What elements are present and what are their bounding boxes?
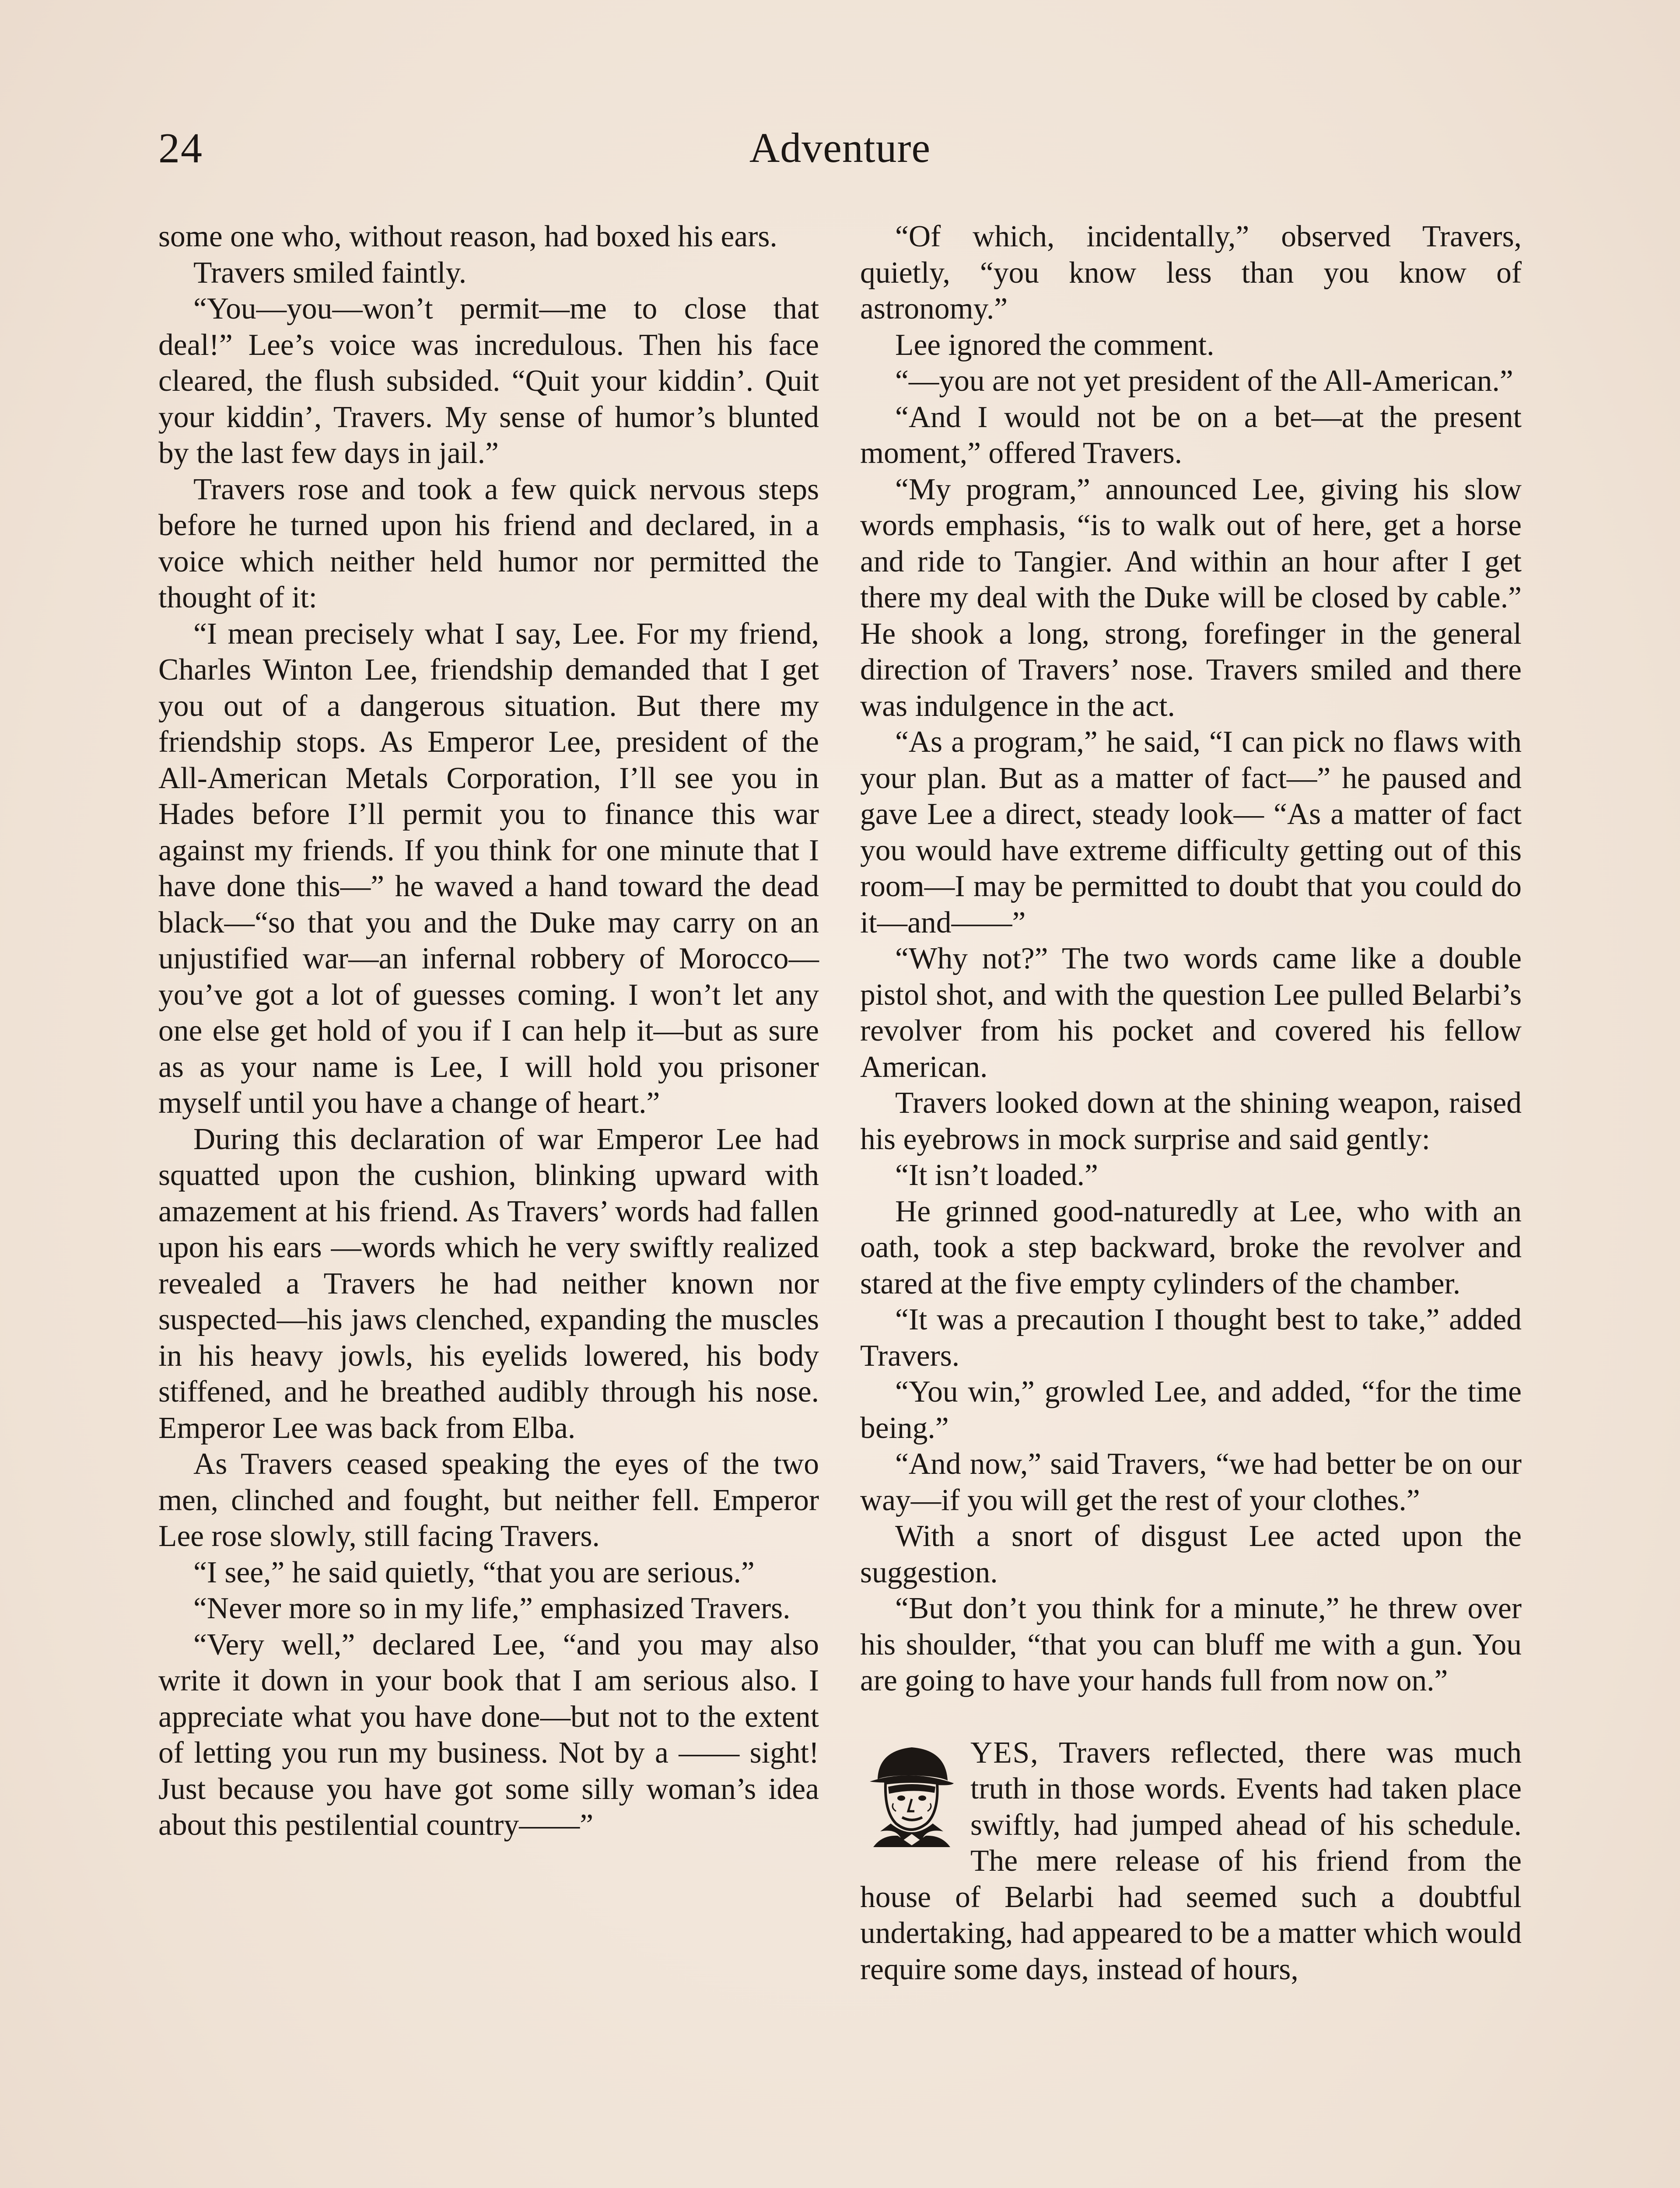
paragraph: Travers looked down at the shining weapon, raised his eyebrows in mock surprise and said gently: (860, 1086, 1522, 1156)
paragraph: “I mean precisely what I say, Lee. For my friend, Charles Winton Lee, friendship demanded that I get you out of a dangerous situation. But there my friendship stops. As Emperor Lee, president of the All-American Metals Corporation, I’ll see you in Hades before I’ll permit you to finance this war against my friends. If you think for one minute that I have done this—” he waved a hand toward the dead black—“so that you and the Duke may carry on an unjustified war—an infernal robbery of Morocco—you’ve got a lot of guesses coming. I won’t let any one else get hold of you if I can help it—but as sure as as your name is Lee, I will hold you prisoner myself until you have a change of heart.” (158, 617, 819, 1120)
paragraph: “Never more so in my life,” emphasized Travers. (193, 1592, 791, 1625)
paragraph: “You—you—won’t permit—me to close that deal!” Lee’s voice was incredulous. Then his face cleared, the flush subsided. “Quit your kiddin’. Quit your kiddin’, Travers. My sense of humor’s blunted by the last few days in jail.” (158, 292, 819, 470)
running-head-title: Adventure (749, 124, 931, 171)
paragraph: “And now,” said Travers, “we had better be on our way—if you will get the rest of your clothes.” (860, 1447, 1522, 1517)
paragraph: During this declaration of war Emperor Lee had squatted upon the cushion, blinking upward with amazement at his friend. As Travers’ words had fallen upon his ears —words which he very swiftly realized revealed a Travers he had neither known nor suspected—his jaws clenched, expanding the muscles in his heavy jowls, his eyelids lowered, his body stiffened, and he breathed audibly through his nose. Emperor Lee was back from Elba. (158, 1122, 819, 1445)
right-text-column (860, 219, 1522, 1988)
paragraph: “And I would not be on a bet—at the present moment,” offered Travers. (860, 400, 1522, 470)
paragraph: Travers smiled faintly. (193, 256, 467, 290)
section-opening-paragraph (860, 1735, 1522, 1988)
paragraph: “Very well,” declared Lee, “and you may also write it down in your book that I am serious also. I appreciate what you have done—but not to the extent of letting you run my business. Not by a —— sight! Just because you have got some silly woman’s idea about this pestilential country——” (158, 1627, 819, 1842)
paragraph: “Of which, incidentally,” observed Travers, quietly, “you know less than you know of astronomy.” (860, 220, 1522, 326)
paragraph: “It was a precaution I thought best to take,” added Travers. (860, 1303, 1522, 1373)
paragraph: As Travers ceased speaking the eyes of the two men, clinched and fought, but neither fell. Emperor Lee rose slowly, still facing Travers. (158, 1447, 819, 1553)
paragraph: “My program,” announced Lee, giving his slow words emphasis, “is to walk out of here, get a horse and ride to Tangier. And within an hour after I get there my deal with the Duke will be closed by cable.” He shook a long, strong, forefinger in the general direction of Travers’ nose. Travers smiled and there was indulgence in the act. (860, 472, 1522, 723)
paragraph: He grinned good-naturedly at Lee, who with an oath, took a step backward, broke the revolver and stared at the five empty cylinders of the chamber. (860, 1194, 1522, 1301)
paragraph: “—you are not yet president of the All-American.” (895, 364, 1513, 398)
left-text-column (158, 219, 819, 1844)
paragraph: “But don’t you think for a minute,” he threw over his shoulder, “that you can bluff me with a gun. You are going to have your hands full from now on.” (860, 1592, 1522, 1697)
section-opening-text: Travers reflected, there was much truth in those words. Events had taken place swiftly, had jumped ahead of his schedule. The mere release of his friend from the house of Belarbi had seemed such a doubtful undertaking, had appeared to be a matter which would require some days, instead of hours, (860, 1736, 1522, 1986)
paragraph: “You win,” growled Lee, and added, “for the time being.” (860, 1375, 1522, 1445)
section-break (860, 1699, 1522, 1735)
paragraph: “It isn’t loaded.” (895, 1158, 1098, 1192)
paragraph: Travers rose and took a few quick nervous steps before he turned upon his friend and declared, in a voice which neither held humor nor permitted the thought of it: (158, 472, 819, 614)
paragraph: “Why not?” The two words came like a double pistol shot, and with the question Lee pulled Belarbi’s revolver from his pocket and covered his fellow American. (860, 942, 1522, 1084)
paragraph: “I see,” he said quietly, “that you are serious.” (193, 1555, 755, 1589)
paragraph: Lee ignored the comment. (895, 328, 1214, 362)
paragraph: some one who, without reason, had boxed his ears. (158, 220, 777, 253)
section-initial-word: YES, (970, 1736, 1039, 1770)
page-number: 24 (158, 125, 203, 172)
paragraph: “As a program,” he said, “I can pick no flaws with your plan. But as a matter of fact—” he paused and gave Lee a direct, steady look— “As a matter of fact you would have extreme difficulty getting out of this room—I may be permitted to doubt that you could do it—and——” (860, 725, 1522, 940)
paragraph: With a snort of disgust Lee acted upon the suggestion. (860, 1519, 1522, 1589)
adventurer-portrait-vignette-icon (860, 1738, 961, 1847)
